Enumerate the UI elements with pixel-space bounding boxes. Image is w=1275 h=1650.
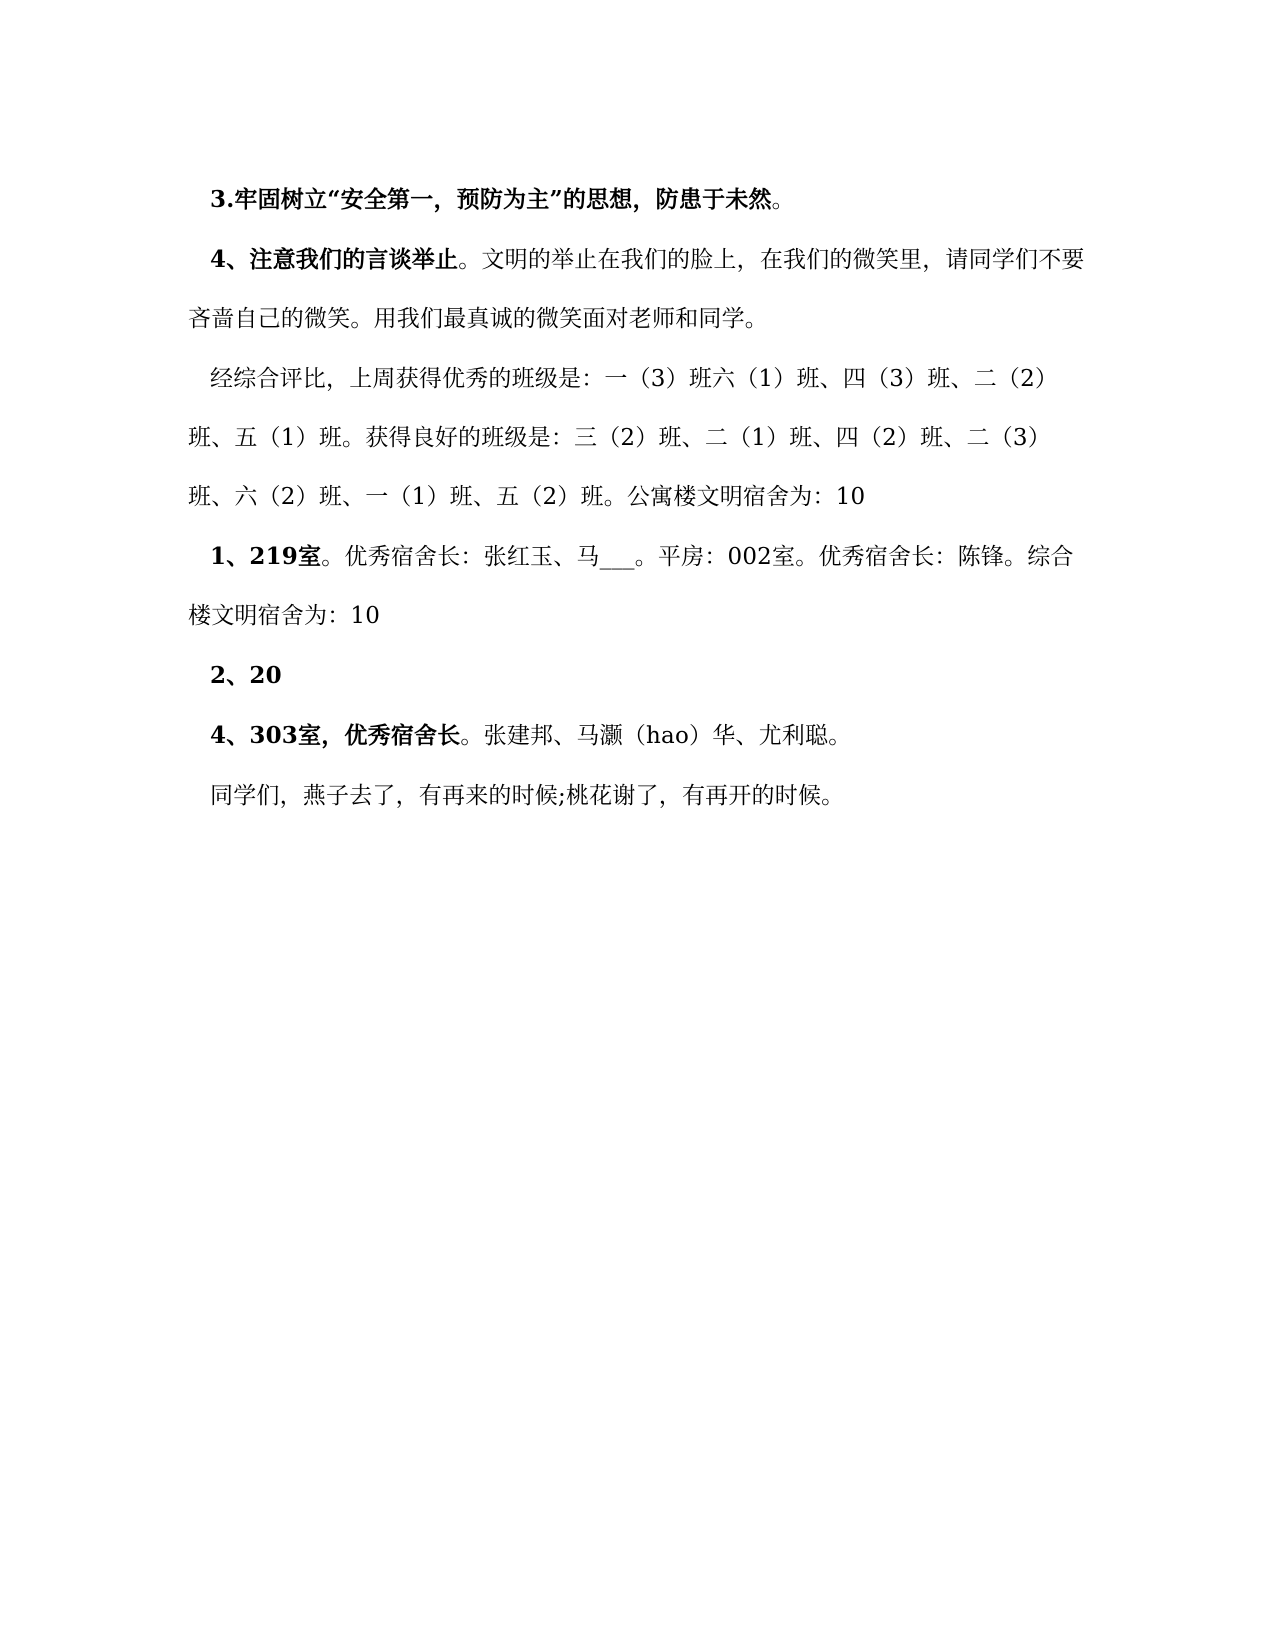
paragraph-bold-text: 4、注意我们的言谈举止: [210, 246, 459, 273]
paragraph-bold-text: 2、20: [210, 662, 282, 689]
paragraph-dorm-219: [188, 527, 1088, 646]
paragraph-bold-text: 1、219室: [210, 543, 322, 570]
paragraph-item-2: [188, 646, 1088, 706]
paragraph-text: 。文明的举止在我们的脸上，在我们的微笑里，请同学们不要吝啬自己的微笑。用我们最真诚的微笑面对老师和同学。: [188, 247, 1085, 332]
paragraph-text: 。优秀宿舍长：张红玉、马___。平房：002室。优秀宿舍长：陈锋。综合楼文明宿舍为：10: [188, 544, 1074, 629]
document-body: [188, 170, 1088, 826]
paragraph-dorm-303: [188, 706, 1088, 766]
paragraph-text: 。张建邦、马灏（hao）华、尤利聪。: [460, 723, 852, 749]
paragraph-bold-text: 3.牢固树立“安全第一，预防为主”的思想，防患于未然: [210, 186, 772, 213]
paragraph-text: 同学们，燕子去了，有再来的时候;桃花谢了，有再开的时候。: [210, 783, 845, 809]
paragraph-bold-text: 4、303室，优秀宿舍长: [210, 722, 461, 749]
paragraph-text: 。: [771, 187, 795, 213]
paragraph-class-ranking: [188, 349, 1088, 527]
paragraph-manners: [188, 230, 1088, 349]
paragraph-text: 经综合评比，上周获得优秀的班级是：一（3）班六（1）班、四（3）班、二（2）班、五（1）班。获得良好的班级是：三（2）班、二（1）班、四（2）班、二（3）班、六（2）班、一（1）班、五（2）班。公寓楼文明宿舍为：10: [188, 366, 1059, 510]
paragraph-safety: [188, 170, 1088, 230]
paragraph-closing: [188, 766, 1088, 826]
